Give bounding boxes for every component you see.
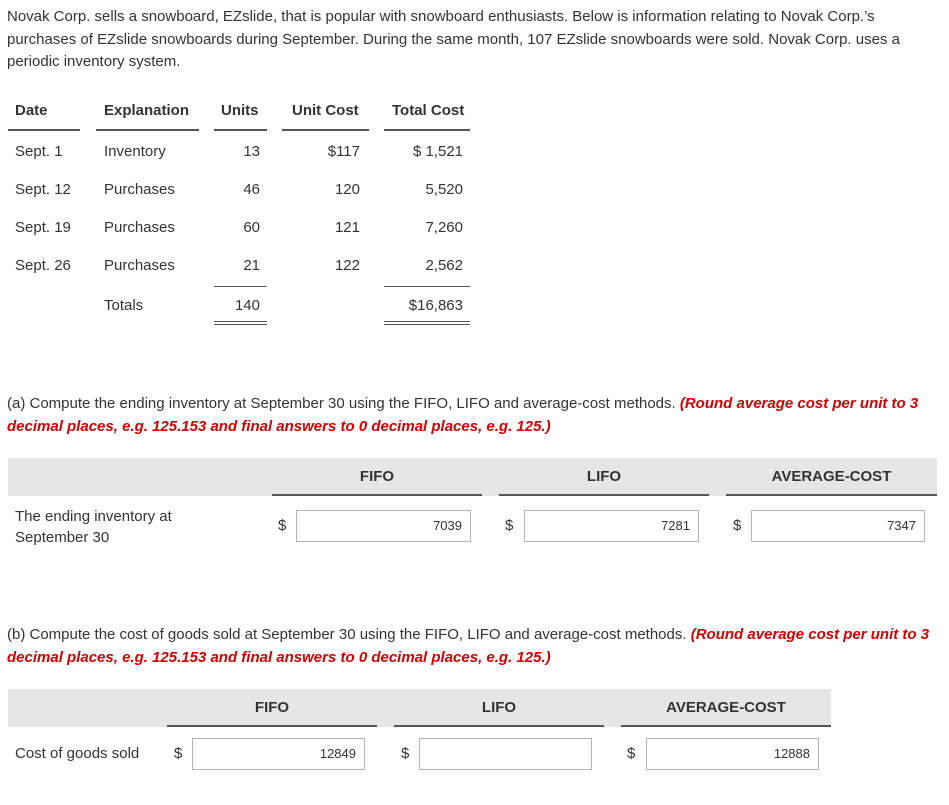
part-a-lifo-dollar-sign: $ <box>505 517 514 534</box>
units-double-rule-top <box>214 321 267 322</box>
table-row-date: Sept. 1 <box>15 143 63 160</box>
total-cost-subtotal-rule <box>384 286 470 287</box>
header-rule-units <box>214 129 267 131</box>
part-a-rounding-note: (Round average cost per unit to 3 decimal places, e.g. 125.153 and final answers to 0 decimal places, e.g. 125.) <box>7 395 919 435</box>
header-explanation: Explanation <box>104 102 190 119</box>
totals-units: 140 <box>234 297 260 314</box>
table-row-units: 21 <box>243 257 260 274</box>
table-row-units: 46 <box>243 181 260 198</box>
units-double-rule-bottom <box>214 324 267 325</box>
totals-label: Totals <box>104 297 144 314</box>
part-a-question <box>7 393 937 438</box>
part-b-rule-fifo <box>167 725 377 727</box>
totals-total-cost: $16,863 <box>408 297 463 314</box>
total-cost-double-rule-top <box>384 321 470 322</box>
cogs-average-cost-input[interactable]: 12888 <box>646 738 819 770</box>
table-row-date: Sept. 19 <box>15 219 71 236</box>
units-subtotal-rule <box>214 286 267 287</box>
table-row-total-cost: 2,562 <box>425 257 463 274</box>
table-row-explanation: Purchases <box>104 181 175 198</box>
ending-inventory-lifo-input[interactable]: 7281 <box>524 510 699 542</box>
part-b-header-average-cost: AVERAGE-COST <box>666 699 786 716</box>
table-row-total-cost: $ 1,521 <box>412 143 463 160</box>
table-row-explanation: Purchases <box>104 219 175 236</box>
table-row-units: 13 <box>243 143 260 160</box>
header-date: Date <box>15 102 48 119</box>
part-b-lifo-dollar-sign: $ <box>401 745 410 762</box>
total-cost-double-rule-bottom <box>384 324 470 325</box>
cogs-fifo-input[interactable]: 12849 <box>192 738 365 770</box>
table-row-total-cost: 5,520 <box>425 181 463 198</box>
part-a-rule-fifo <box>272 494 482 496</box>
part-b-fifo-dollar-sign: $ <box>174 745 183 762</box>
part-b-header-lifo: LIFO <box>481 699 517 716</box>
table-row-explanation: Inventory <box>104 143 166 160</box>
ending-inventory-average-cost-input[interactable]: 7347 <box>751 510 925 542</box>
part-a-row-label: The ending inventory at September 30 <box>15 508 172 546</box>
ending-inventory-fifo-input[interactable]: 7039 <box>296 510 471 542</box>
table-row-unit-cost: 120 <box>334 181 360 198</box>
table-row-date: Sept. 12 <box>15 181 71 198</box>
table-row-unit-cost: 122 <box>334 257 360 274</box>
header-rule-date <box>8 129 80 131</box>
part-a-rule-lifo <box>499 494 709 496</box>
part-a-rule-average-cost <box>726 494 937 496</box>
table-row-units: 60 <box>243 219 260 236</box>
part-b-row-label: Cost of goods sold <box>15 745 140 762</box>
table-row-unit-cost: $117 <box>327 143 360 160</box>
header-units: Units <box>221 102 259 119</box>
part-b-question <box>7 624 937 669</box>
part-a-question-text: (a) Compute the ending inventory at September 30 using the FIFO, LIFO and average-cost methods. <box>7 395 676 412</box>
part-a-fifo-dollar-sign: $ <box>278 517 287 534</box>
part-b-question-text: (b) Compute the cost of goods sold at September 30 using the FIFO, LIFO and average-cost methods. <box>7 626 687 643</box>
header-rule-unit-cost <box>282 129 369 131</box>
table-row-total-cost: 7,260 <box>425 219 463 236</box>
header-rule-total-cost <box>384 129 470 131</box>
part-b-rounding-note: (Round average cost per unit to 3 decimal places, e.g. 125.153 and final answers to 0 decimal places, e.g. 125.) <box>7 626 930 666</box>
part-a-average-cost-dollar-sign: $ <box>733 517 742 534</box>
part-b-rule-lifo <box>394 725 604 727</box>
part-b-rule-average-cost <box>621 725 831 727</box>
part-a-header-fifo: FIFO <box>359 468 395 485</box>
table-row-explanation: Purchases <box>104 257 175 274</box>
cogs-lifo-input[interactable] <box>419 738 592 770</box>
part-a-header-lifo: LIFO <box>586 468 622 485</box>
table-row-unit-cost: 121 <box>334 219 360 236</box>
intro-paragraph: Novak Corp. sells a snowboard, EZslide, that is popular with snowboard enthusiasts. Below is information relating to Novak Corp.’s purchases of EZslide snowboards during September. During the same month, 107 EZslide snowboards were sold. Novak Corp. uses a periodic inventory system. <box>7 8 900 70</box>
header-unit-cost: Unit Cost <box>292 102 359 119</box>
table-row-date: Sept. 26 <box>15 257 71 274</box>
part-a-header-average-cost: AVERAGE-COST <box>771 468 892 485</box>
header-rule-explanation <box>96 129 199 131</box>
part-b-header-fifo: FIFO <box>254 699 290 716</box>
part-b-average-cost-dollar-sign: $ <box>627 745 636 762</box>
header-total-cost: Total Cost <box>392 102 465 119</box>
